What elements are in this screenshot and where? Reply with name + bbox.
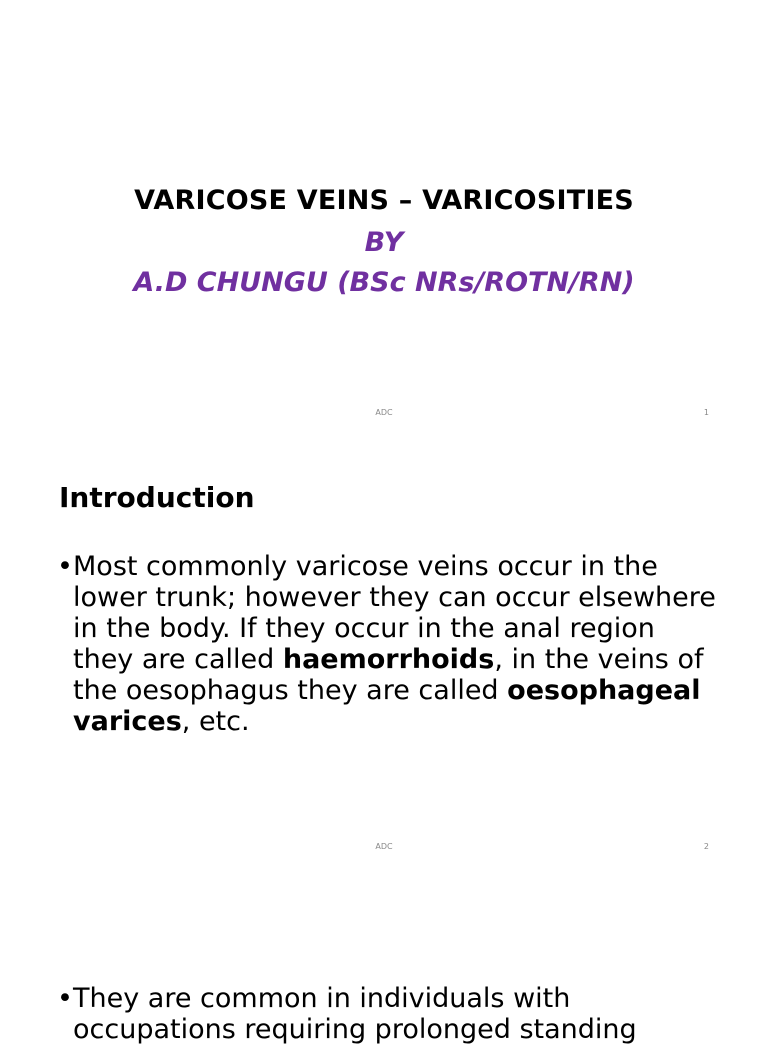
slide-number: 2 <box>703 842 709 851</box>
bullet-text-part: , etc. <box>181 706 250 737</box>
slide-1 <box>0 0 768 433</box>
bullet-item <box>57 983 717 1045</box>
slide-title: VARICOSE VEINS – VARICOSITIES <box>134 185 634 216</box>
slide-footer: ADC <box>375 408 393 417</box>
bullet-item <box>57 551 717 737</box>
bold-term-oesophageal-varices: oesophageal varices <box>73 675 701 737</box>
slide-3 <box>0 867 768 1045</box>
bullet-text-part: , in the veins of the oesophagus they are called <box>73 644 704 706</box>
bold-term-haemorrhoids: haemorrhoids <box>282 644 495 675</box>
by-line: BY <box>364 227 404 258</box>
author-line: A.D CHUNGU (BSc NRs/ROTN/RN) <box>133 267 635 298</box>
bullet-text: They are common in individuals with occupations requiring prolonged standing <box>73 983 637 1045</box>
bullet-marker: • <box>57 551 73 582</box>
slide-footer: ADC <box>375 842 393 851</box>
bullet-text-part: Most commonly varicose veins occur in the lower trunk; however they can occur elsewhere in the body. If they occur in the anal region they are called <box>73 551 716 675</box>
slide-2 <box>0 433 768 867</box>
slide-number: 1 <box>703 408 709 417</box>
bullet-text <box>73 551 717 737</box>
bullet-marker: • <box>57 983 73 1014</box>
slide-heading: Introduction <box>59 481 255 514</box>
